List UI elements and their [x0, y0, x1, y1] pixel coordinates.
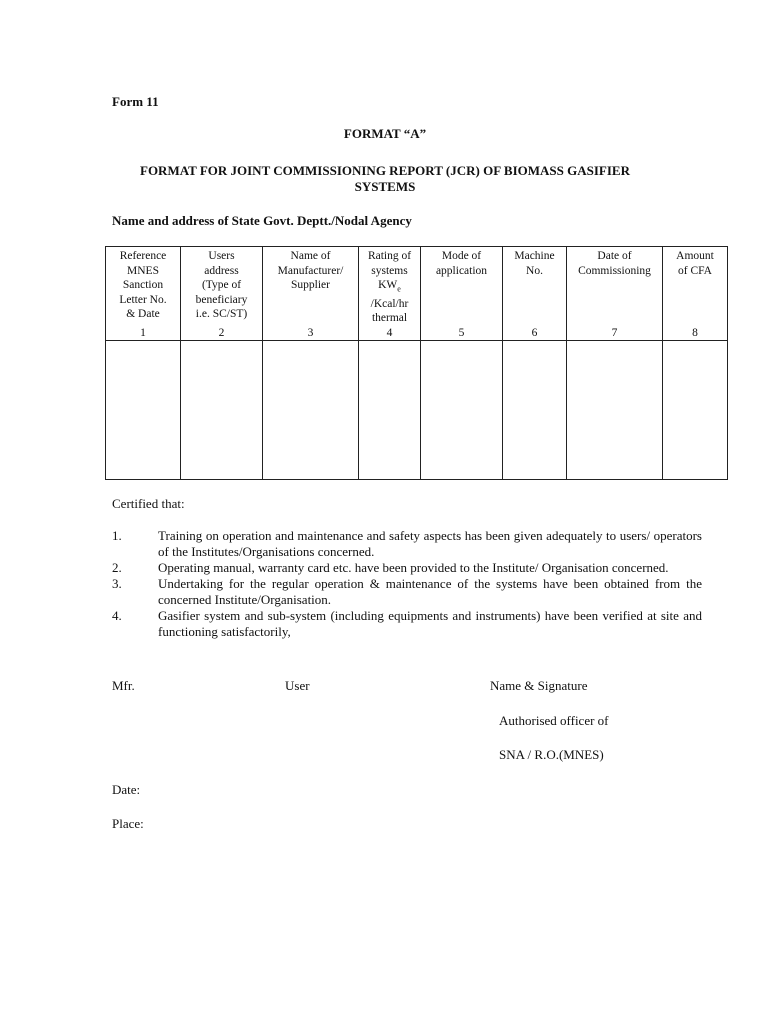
- title-line-1: FORMAT FOR JOINT COMMISSIONING REPORT (JCR) OF BIOMASS GASIFIER: [140, 163, 630, 178]
- table-row: [106, 341, 728, 480]
- list-item: [112, 608, 702, 640]
- column-header-line: Users: [208, 250, 235, 262]
- sna-label: SNA / R.O.(MNES): [499, 747, 604, 762]
- table-cell: [421, 341, 503, 480]
- list-item: [112, 576, 702, 608]
- column-number: 8: [663, 326, 728, 341]
- column-header-line: (Type of: [201, 279, 242, 291]
- column-header-line: MNES: [127, 264, 159, 277]
- column-header-line: Commissioning: [578, 264, 651, 277]
- format-label: FORMAT “A”: [343, 126, 427, 141]
- column-header: [359, 247, 421, 326]
- column-header: [263, 247, 359, 326]
- column-header-line: Date of: [597, 250, 632, 262]
- column-header: [106, 247, 181, 326]
- column-number: 6: [503, 326, 567, 341]
- column-number: 3: [263, 326, 359, 341]
- mfr-signature-label: Mfr.: [112, 678, 135, 693]
- table-cell: [181, 341, 263, 480]
- table-number-row: [106, 326, 728, 341]
- table-cell: [106, 341, 181, 480]
- column-header-line: beneficiary: [195, 293, 248, 306]
- table-cell: [567, 341, 663, 480]
- list-item-text: Gasifier system and sub-system (including equipments and instruments) have been verified at site and functioning satisfactorily,: [158, 608, 702, 639]
- certified-label: Certified that:: [112, 496, 185, 511]
- column-header-line: Mode of: [441, 250, 482, 262]
- list-item-text: Operating manual, warranty card etc. have been provided to the Institute/ Organisation concerned.: [158, 560, 669, 575]
- column-header-line: Supplier: [291, 279, 330, 291]
- column-header: [503, 247, 567, 326]
- page-title: [110, 163, 660, 195]
- column-header: [181, 247, 263, 326]
- column-header-line: Manufacturer/: [277, 264, 344, 277]
- column-header-line: & Date: [126, 308, 160, 320]
- column-number: 5: [421, 326, 503, 341]
- column-header-line: of CFA: [678, 264, 712, 277]
- column-header-line: application: [435, 264, 488, 277]
- column-number: 2: [181, 326, 263, 341]
- column-header: [567, 247, 663, 326]
- column-header-line: systems: [371, 264, 408, 277]
- list-item-number: 3.: [112, 576, 122, 591]
- column-header-line: /Kcal/hr: [370, 297, 409, 310]
- table-cell: [503, 341, 567, 480]
- column-header-line: Name of: [290, 250, 331, 262]
- user-signature-label: User: [285, 678, 310, 693]
- list-item-text: Training on operation and maintenance and safety aspects has been given adequately to users/ operators of the Institutes/Organisations concerned.: [158, 528, 702, 559]
- agency-label: Name and address of State Govt. Deptt./Nodal Agency: [112, 213, 412, 228]
- column-header: [421, 247, 503, 326]
- column-number: 7: [567, 326, 663, 341]
- column-header: [663, 247, 728, 326]
- form-number: Form 11: [112, 94, 159, 109]
- column-header-line: Letter No.: [119, 293, 167, 306]
- jcr-table: [105, 246, 728, 480]
- column-header-line: Amount: [676, 250, 714, 262]
- title-line-2: SYSTEMS: [354, 179, 416, 194]
- column-header-line: Rating of: [367, 250, 412, 262]
- column-header-line: Sanction: [122, 279, 164, 291]
- place-label: Place:: [112, 816, 144, 831]
- column-header-line: address: [204, 264, 239, 277]
- list-item-number: 2.: [112, 560, 122, 575]
- column-header-line: Reference: [119, 250, 167, 262]
- table-cell: [359, 341, 421, 480]
- table-cell: [263, 341, 359, 480]
- list-item-number: 1.: [112, 528, 122, 543]
- authorised-officer-label: Authorised officer of: [499, 713, 609, 728]
- date-label: Date:: [112, 782, 141, 797]
- list-item: [112, 528, 702, 560]
- certification-list: [112, 528, 702, 640]
- column-header-line: i.e. SC/ST): [195, 308, 248, 320]
- list-item-number: 4.: [112, 608, 122, 623]
- column-number: 4: [359, 326, 421, 341]
- name-signature-label: Name & Signature: [490, 678, 588, 693]
- column-header-line: No.: [526, 264, 543, 277]
- column-number: 1: [106, 326, 181, 341]
- list-item-text: Undertaking for the regular operation & maintenance of the systems have been obtained from the concerned Institute/Organisation.: [158, 576, 702, 607]
- column-header-line: Machine: [514, 250, 555, 262]
- column-header-line: $KW_e$: [378, 279, 401, 294]
- table-header-row: [106, 247, 728, 326]
- list-item: [112, 560, 702, 576]
- table-cell: [663, 341, 728, 480]
- column-header-line: thermal: [371, 312, 408, 325]
